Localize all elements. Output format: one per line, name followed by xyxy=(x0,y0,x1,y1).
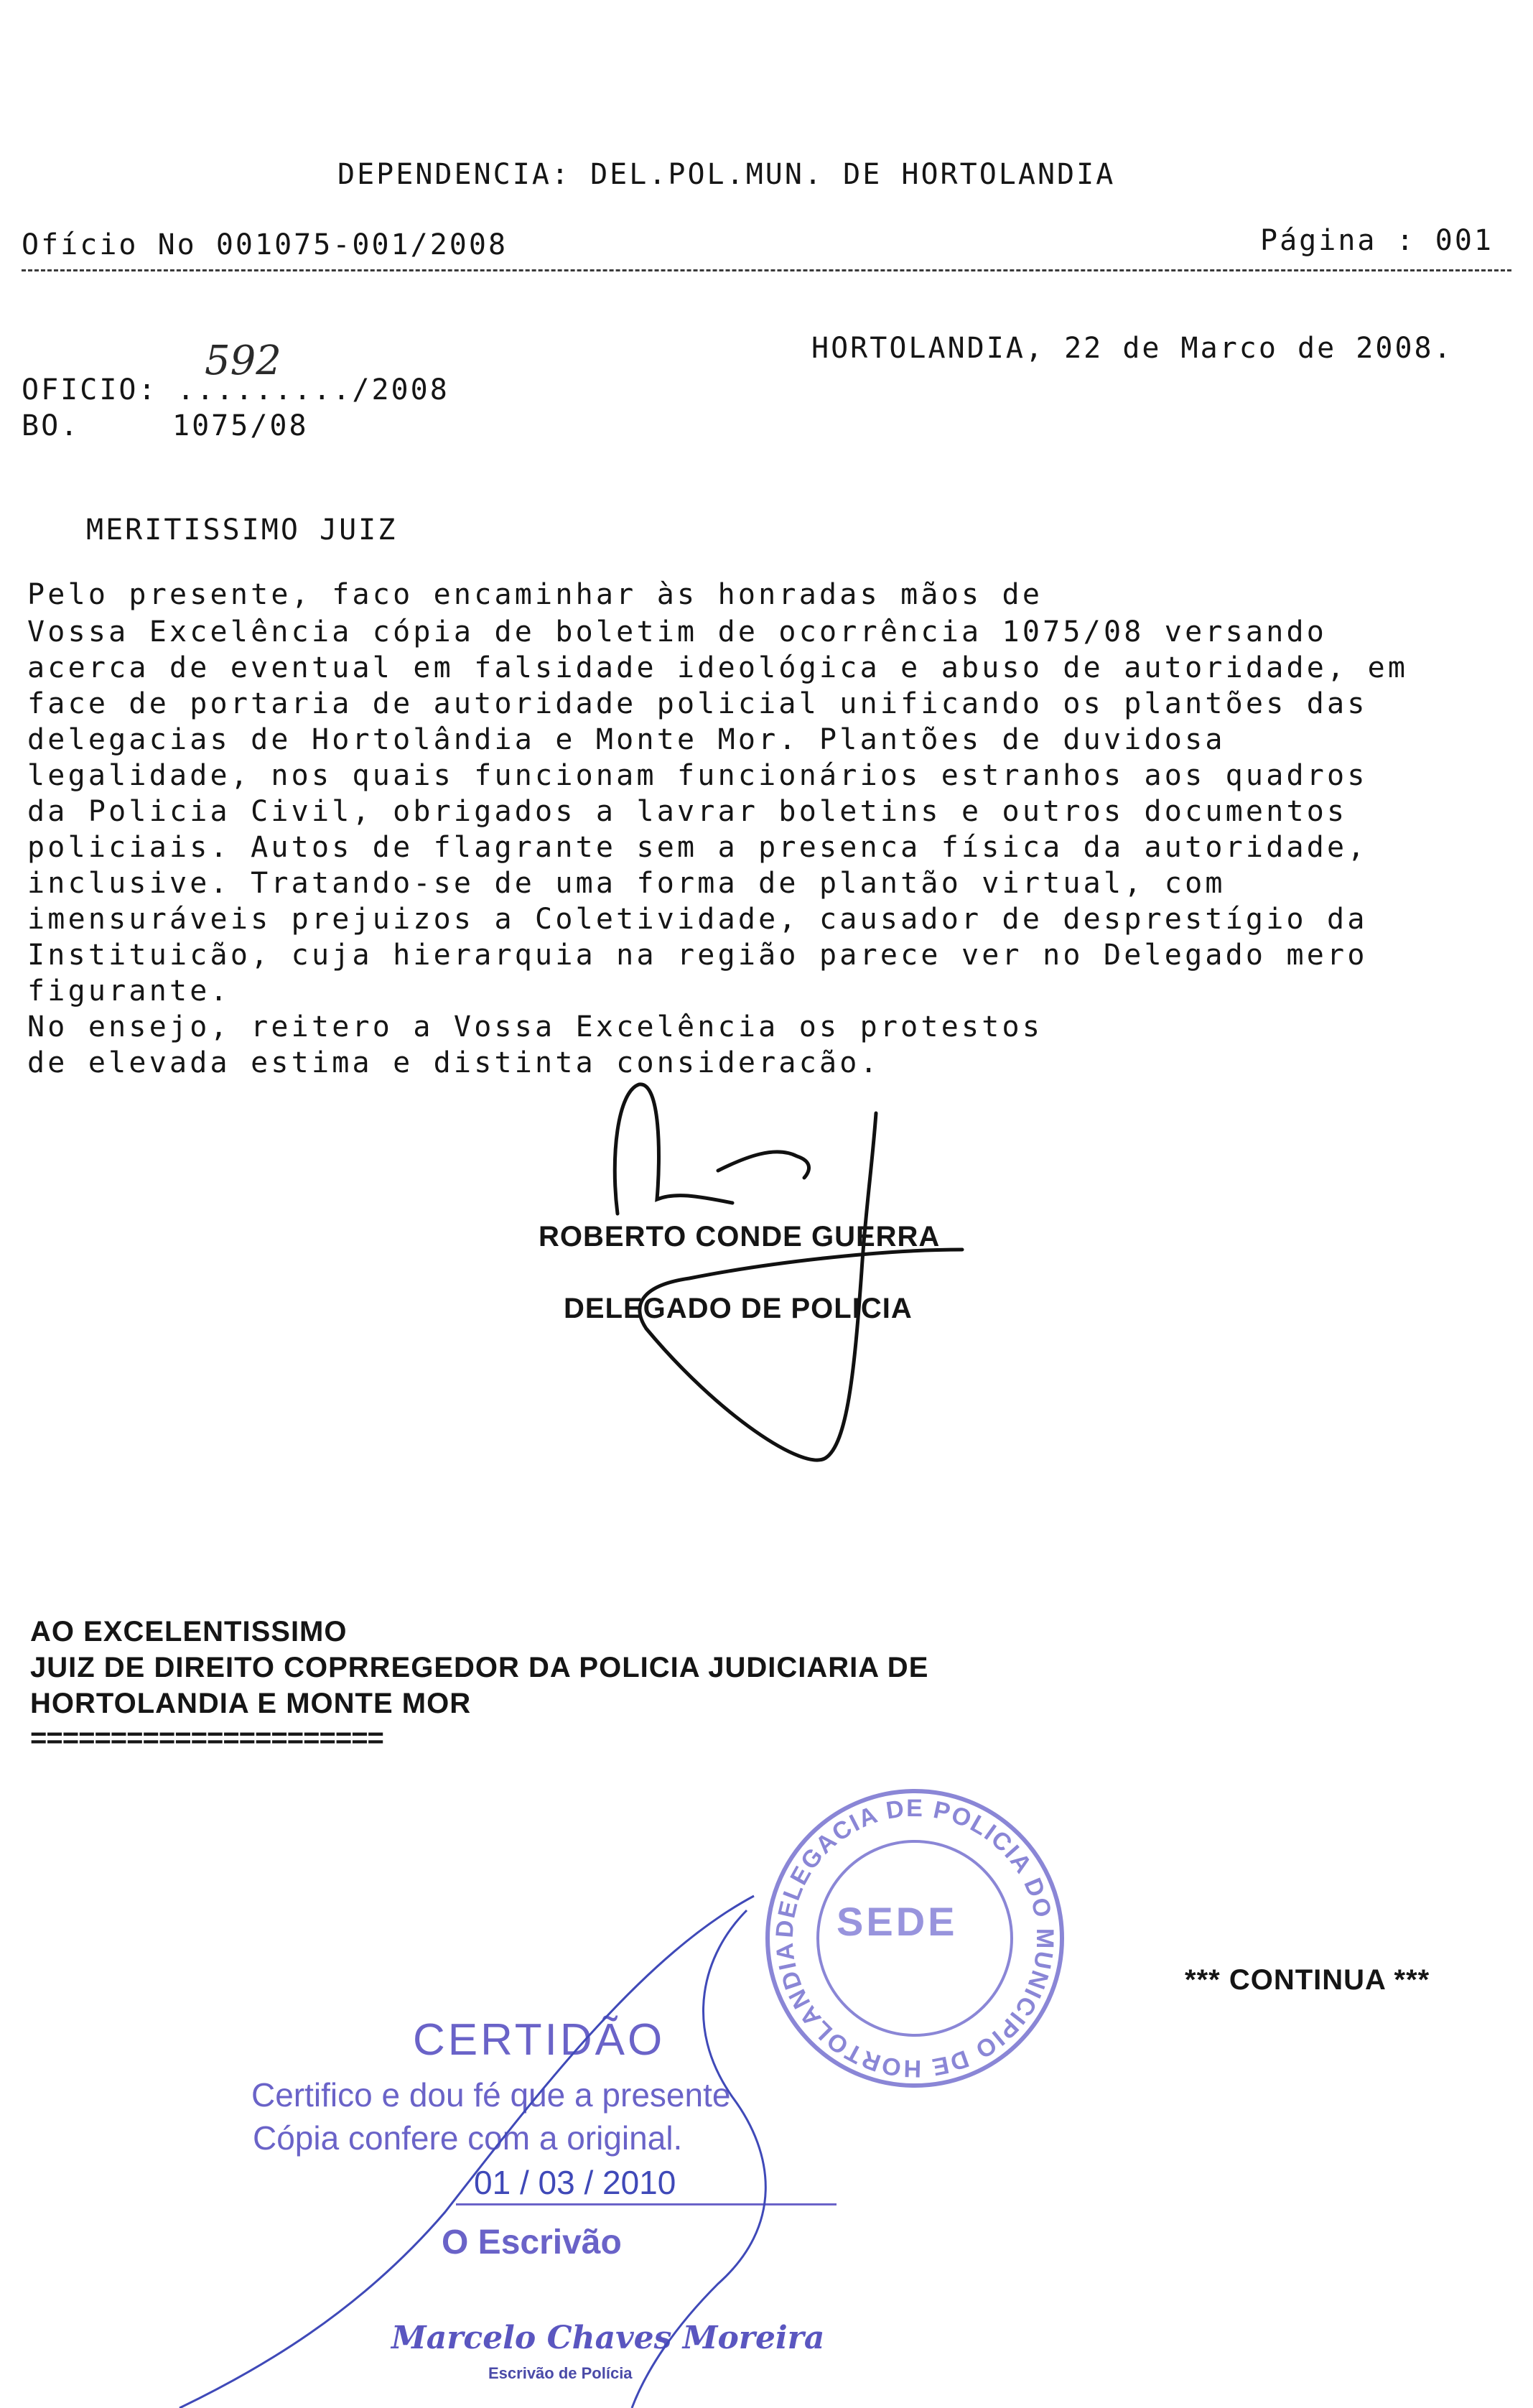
addressee-line-3: HORTOLANDIA E MONTE MOR xyxy=(30,1688,472,1719)
addressee-underline: ====================== xyxy=(30,1722,383,1754)
body-line: imensuráveis prejuizos a Coletividade, causador de desprestígio da xyxy=(27,903,1368,936)
certidao-date: 01 / 03 / 2010 xyxy=(474,2164,676,2201)
date-line: HORTOLANDIA, 22 de Marco de 2008. xyxy=(811,332,1453,365)
oficio-number: Ofício No 001075-001/2008 xyxy=(22,228,508,261)
bo-label: BO. xyxy=(22,409,80,442)
body-line: Vossa Excelência cópia de boletim de ocorrência 1075/08 versando xyxy=(27,615,1328,649)
oficio-label: OFICIO: ........./2008 xyxy=(22,373,449,406)
certidao-line-2: Cópia confere com a original. xyxy=(253,2119,683,2157)
continua-marker: *** CONTINUA *** xyxy=(1185,1964,1430,1996)
page-number: Página : 001 xyxy=(1260,224,1494,257)
body-line: legalidade, nos quais funcionam funcionários estranhos aos quadros xyxy=(27,759,1368,792)
header-divider xyxy=(22,269,1511,271)
certidao-role: O Escrivão xyxy=(442,2223,622,2261)
certidao-title: CERTIDÃO xyxy=(413,2015,666,2065)
body-line: da Policia Civil, obrigados a lavrar boletins e outros documentos xyxy=(27,795,1348,828)
bo-value: 1075/08 xyxy=(172,409,309,442)
blue-pen-strokes xyxy=(0,1867,862,2408)
addressee-line-2: JUIZ DE DIREITO COPRREGEDOR DA POLICIA JUDICIARIA DE xyxy=(30,1652,929,1683)
body-line: Pelo presente, faco encaminhar às honradas mãos de xyxy=(27,578,1043,611)
body-line: figurante. xyxy=(27,975,230,1008)
body-line: acerca de eventual em falsidade ideológica e abuso de autoridade, em xyxy=(27,651,1409,684)
salutation: MERITISSIMO JUIZ xyxy=(86,513,398,547)
escrivao-signature-title: Escrivão de Polícia xyxy=(488,2364,633,2382)
body-line: inclusive. Tratando-se de uma forma de plantão virtual, com xyxy=(27,867,1226,900)
signatory-name: ROBERTO CONDE GUERRA xyxy=(539,1221,941,1252)
body-line: Instituicão, cuja hierarquia na região parece ver no Delegado mero xyxy=(27,939,1368,972)
body-line: de elevada estima e distinta consideracão. xyxy=(27,1046,880,1079)
oficio-handwritten-number: 592 xyxy=(205,338,281,384)
seal-ring-text: DELEGACIA DE POLICIA DO MUNICIPIO DE HORTOLANDIA xyxy=(770,1794,1059,2083)
escrivao-signature-name: Marcelo Chaves Moreira xyxy=(391,2320,825,2356)
seal-center-text: SEDE xyxy=(837,1899,958,1944)
body-line: face de portaria de autoridade policial unificando os plantões das xyxy=(27,687,1368,720)
certidao-line-1: Certifico e dou fé que a presente xyxy=(251,2076,731,2114)
body-line: No ensejo, reitero a Vossa Excelência os protestos xyxy=(27,1010,1043,1043)
addressee-line-1: AO EXCELENTISSIMO xyxy=(30,1616,348,1647)
dependencia-header: DEPENDENCIA: DEL.POL.MUN. DE HORTOLANDIA xyxy=(337,158,1116,191)
body-line: delegacias de Hortolândia e Monte Mor. Plantões de duvidosa xyxy=(27,723,1226,756)
body-line: policiais. Autos de flagrante sem a presenca física da autoridade, xyxy=(27,831,1368,864)
signatory-title: DELEGADO DE POLICIA xyxy=(564,1293,913,1324)
